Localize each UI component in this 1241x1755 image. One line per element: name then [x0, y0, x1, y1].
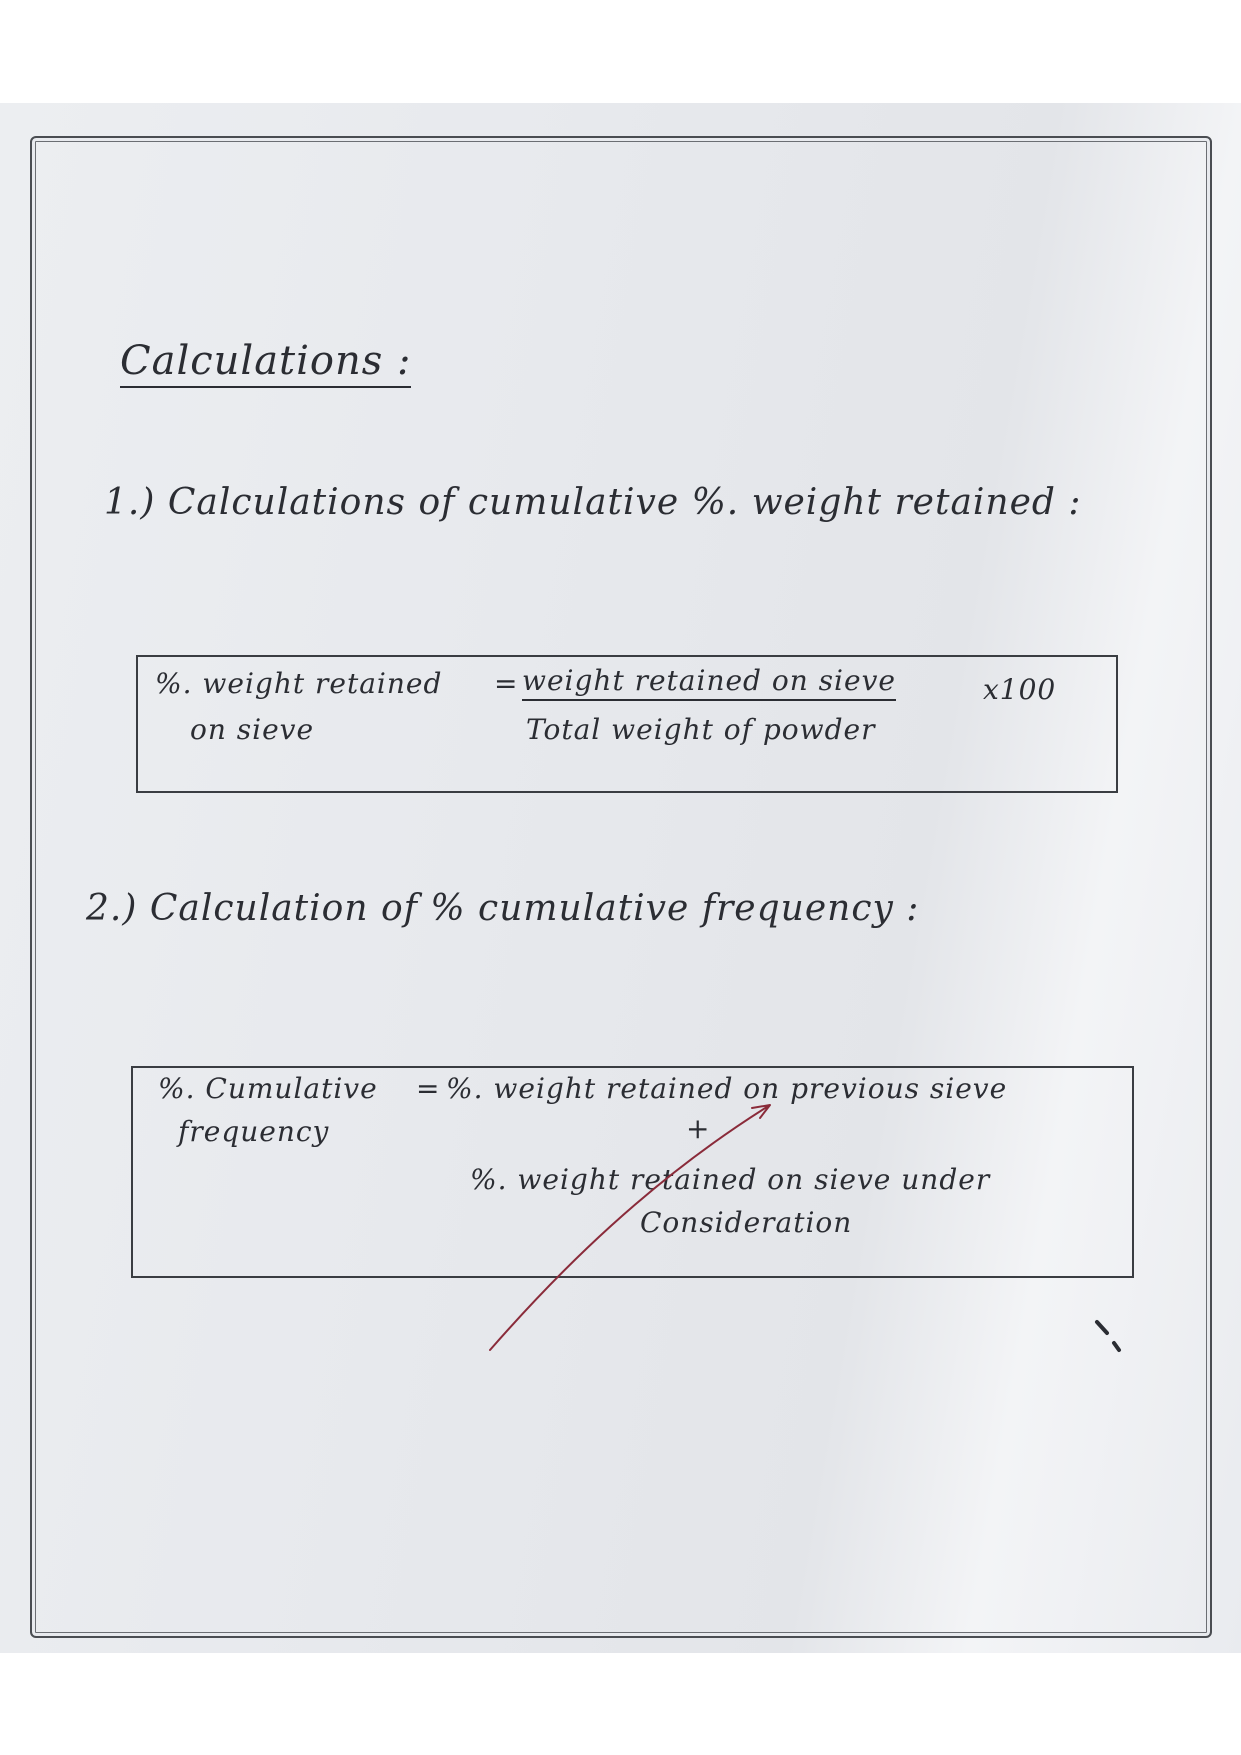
formula2-plus: + [686, 1112, 711, 1145]
formula2-term2-line1: %. weight retained on sieve under [470, 1163, 991, 1196]
formula1-lhs-line1: %. weight retained [155, 667, 443, 700]
formula1-lhs-line2: on sieve [190, 713, 315, 746]
formula2-lhs-line1: %. Cumulative [158, 1072, 378, 1105]
formula2-equals: = [416, 1072, 441, 1105]
formula1-denominator: Total weight of powder [526, 713, 876, 746]
section1-title: 1.) Calculations of cumulative %. weight retained : [104, 482, 1082, 523]
formula2-term2-line2: Consideration [640, 1206, 853, 1239]
formula1-equals: = [494, 667, 519, 700]
formula1-multiplier: x100 [983, 673, 1057, 706]
formula1-numerator: weight retained on sieve [522, 664, 896, 701]
formula2-term1: %. weight retained on previous sieve [446, 1072, 1008, 1105]
formula2-lhs-line2: frequency [178, 1115, 330, 1148]
section2-title: 2.) Calculation of % cumulative frequency : [86, 888, 920, 929]
page-heading: Calculations : [120, 338, 411, 388]
